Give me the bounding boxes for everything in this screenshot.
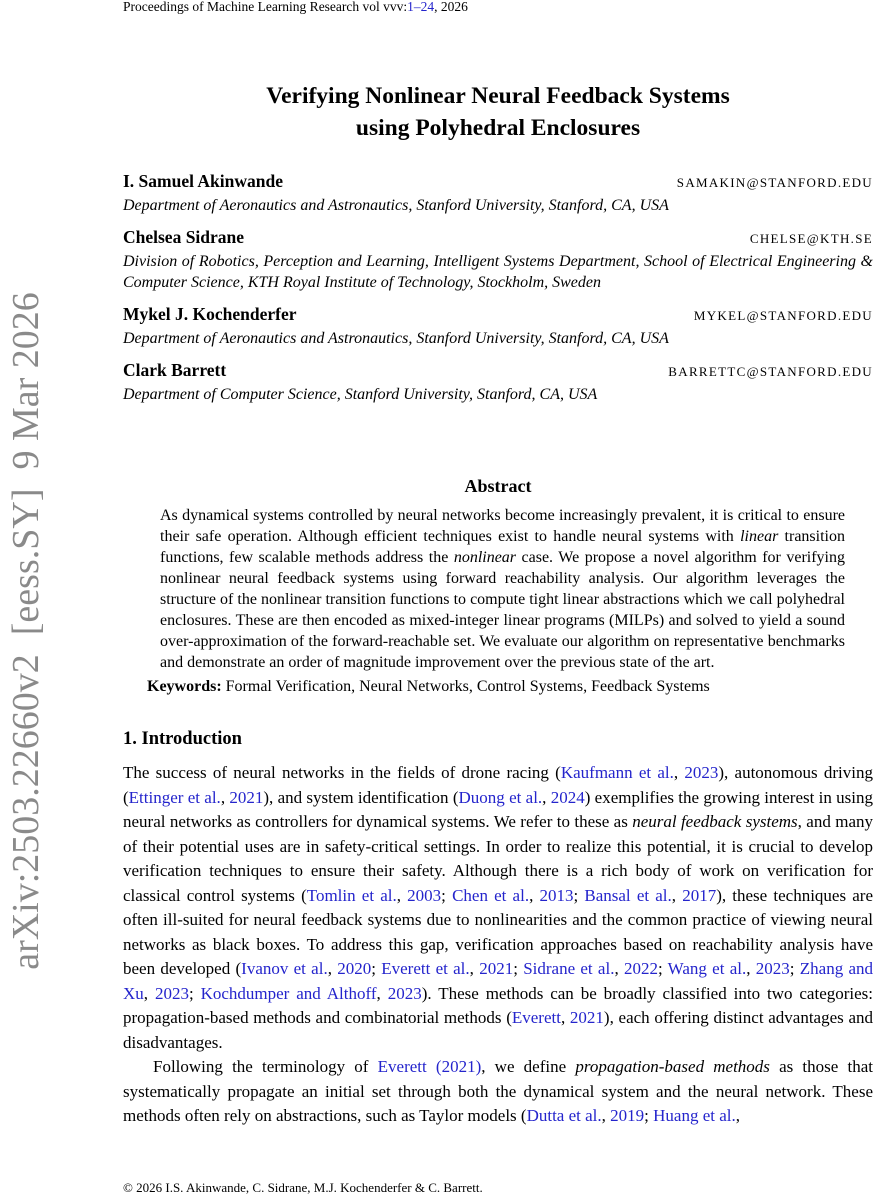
body-text: ,	[529, 885, 540, 905]
author-name: Clark Barrett	[123, 360, 227, 380]
author-affiliation: Department of Computer Science, Stanford University, Stanford, CA, USA	[123, 386, 598, 403]
citation-link[interactable]: Wang et al.	[667, 959, 747, 978]
body-text: , we define	[481, 1057, 576, 1076]
body-text: ,	[143, 983, 155, 1003]
citation-link[interactable]: 2021	[569, 1008, 604, 1027]
citation-link[interactable]: Kaufmann et al.	[560, 763, 674, 782]
abstract-heading: Abstract	[464, 476, 532, 496]
body-text: transition functions, few scalable methods address the	[160, 528, 845, 566]
author-affiliation: Department of Aeronautics and Astronautics, Stanford University, Stanford, CA, USA	[123, 330, 669, 347]
author-affiliation: Division of Robotics, Perception and Learning, Intelligent Systems Department, School of Electrical Engineering & Computer Science, KTH Royal Institute of Technology, Stockholm, Sweden	[123, 253, 873, 291]
body-text: ,	[396, 885, 408, 905]
running-header-suffix: , 2026	[434, 0, 468, 14]
author-email: SAMAKIN@STANFORD.EDU	[676, 175, 873, 190]
citation-link[interactable]: 2023	[684, 763, 719, 782]
citation-link[interactable]: 2021	[229, 787, 264, 807]
keywords-text: Formal Verification, Neural Networks, Control Systems, Feedback Systems	[221, 678, 710, 695]
emphasis-text: nonlinear	[453, 549, 517, 566]
body-text: The success of neural networks in the fields of drone racing (	[123, 763, 561, 782]
body-text: ). These methods can be broadly classified into two categories: propagation-based methods and combinatorial methods (	[123, 983, 874, 1027]
citation-link[interactable]: Chen et al.	[452, 885, 530, 905]
body-text: ,	[735, 1106, 740, 1125]
body-text: ,	[560, 1008, 570, 1027]
body-text: ;	[573, 885, 585, 905]
body-text: , and many of their potential uses are in safety-critical settings. In order to realize this potential, it is crucial to develop verification techniques to ensure their safety. Although there is a rich body of work on verification for classical control systems (	[123, 812, 873, 905]
author-name: Mykel J. Kochenderfer	[123, 304, 297, 324]
body-text: ), autonomous driving (	[123, 763, 873, 807]
body-text: ), these techniques are often ill-suited for neural feedback systems due to nonlinearities and the common practice of viewing neural networks as black boxes. To address this gap, verification approaches based on reachability analysis have been developed (	[123, 885, 873, 978]
paper-content	[123, 0, 873, 1129]
emphasis-text: linear	[740, 528, 779, 545]
intro-paragraph-2	[123, 1055, 873, 1129]
body-text: ), each offering distinct advantages and disadvantages.	[123, 1008, 873, 1052]
citation-link[interactable]: Tomlin et al.	[306, 885, 397, 905]
citation-link[interactable]: Kochdumper and Althoff	[200, 983, 377, 1003]
author-row	[123, 359, 873, 383]
citation-link[interactable]: 2019	[610, 1106, 645, 1125]
paper-title-line-2: using Polyhedral Enclosures	[355, 115, 641, 141]
body-text: ,	[671, 885, 683, 905]
citation-link[interactable]: Duong et al.	[458, 787, 543, 807]
intro-paragraph-1	[123, 761, 873, 1055]
body-text: As dynamical systems controlled by neural networks become increasingly prevalent, it is critical to ensure their safe operation. Although efficient techniques exist to handle neural systems with	[160, 507, 845, 545]
citation-link[interactable]: Dutta et al.	[526, 1106, 602, 1125]
citation-link[interactable]: (2021)	[435, 1057, 482, 1076]
author-list	[123, 170, 873, 405]
body-text: ;	[789, 959, 800, 978]
citation-link[interactable]: 2023	[387, 983, 422, 1003]
body-text: ,	[673, 763, 685, 782]
author-email: MYKEL@STANFORD.EDU	[693, 308, 873, 323]
section-heading-introduction: 1. Introduction	[123, 729, 242, 749]
running-header-prefix: Proceedings of Machine Learning Research vol vvv:	[123, 0, 408, 14]
citation-link[interactable]: Zhang and Xu	[123, 959, 874, 1003]
citation-link[interactable]: Everett et al.	[381, 959, 470, 978]
body-text: ;	[441, 885, 453, 905]
author-affiliation: Department of Aeronautics and Astronautics, Stanford University, Stanford, CA, USA	[123, 197, 669, 214]
emphasis-text: neural feedback systems	[632, 812, 798, 831]
citation-link[interactable]: 2021	[479, 959, 514, 978]
paper-title	[123, 80, 873, 144]
citation-link[interactable]: 2017	[682, 885, 717, 905]
body-text: ;	[188, 983, 201, 1003]
body-text: ,	[601, 1106, 611, 1125]
body-text: ,	[220, 787, 230, 807]
abstract-text	[160, 505, 845, 673]
author-block-kochenderfer	[123, 303, 873, 349]
author-row	[123, 226, 873, 250]
body-text: as those that systematically propagate an initial set through both the dynamical system and the neural network. These methods often rely on abstractions, such as Taylor models (	[123, 1057, 873, 1125]
author-block-barrett	[123, 359, 873, 405]
body-text: ) exemplifies the growing interest in using neural networks as controllers for dynamical systems. We refer to these as	[123, 787, 873, 831]
citation-link[interactable]: Huang et al.	[653, 1106, 736, 1125]
footer-copyright: © 2026 I.S. Akinwande, C. Sidrane, M.J. Kochenderfer & C. Barrett.	[123, 1180, 483, 1195]
body-text: ), and system identification (	[263, 787, 459, 807]
body-text: ,	[746, 959, 756, 978]
citation-link[interactable]: 2024	[550, 787, 585, 807]
citation-link[interactable]: Sidrane et al.	[523, 959, 615, 978]
author-email: BARRETTC@STANFORD.EDU	[668, 364, 873, 379]
body-text: Following the terminology of	[153, 1057, 378, 1076]
author-name: Chelsea Sidrane	[123, 227, 245, 247]
author-email: CHELSE@KTH.SE	[749, 231, 873, 246]
body-text: case. We propose a novel algorithm for verifying nonlinear neural feedback systems using forward reachability analysis. Our algorithm leverages the structure of the nonlinear transition functions to compute tight linear abstractions which we call polyhedral enclosures. These are then encoded as mixed-integer linear programs (MILPs) and solved to yield a sound over-approximation of the forward-reachable set. We evaluate our algorithm on representative benchmarks and demonstrate an order of magnitude improvement over the previous state of the art.	[160, 549, 846, 671]
citation-link[interactable]: Ettinger et al.	[128, 787, 221, 807]
paper-title-line-1: Verifying Nonlinear Neural Feedback Systems	[266, 83, 730, 109]
emphasis-text: propagation-based methods	[575, 1057, 770, 1076]
citation-link[interactable]: 2020	[337, 959, 372, 978]
body-text: ,	[614, 959, 624, 978]
citation-link[interactable]: 2003	[407, 885, 442, 905]
author-block-sidrane	[123, 226, 873, 293]
body-text: ;	[657, 959, 668, 978]
body-text: ,	[469, 959, 480, 978]
citation-link[interactable]: Everett	[511, 1008, 561, 1027]
citation-link[interactable]: Ivanov et al.	[241, 959, 328, 978]
citation-link[interactable]: 2023	[755, 959, 790, 978]
body-text	[427, 1057, 436, 1076]
body-text: ,	[376, 983, 388, 1003]
body-text: ;	[371, 959, 382, 978]
keywords-line	[147, 676, 845, 697]
author-block-akinwande	[123, 170, 873, 216]
author-name: I. Samuel Akinwande	[123, 171, 283, 191]
citation-link[interactable]: 2022	[623, 959, 658, 978]
body-text: ;	[513, 959, 524, 978]
keywords-label: Keywords:	[147, 678, 222, 695]
arxiv-watermark: arXiv:2503.22660v2 [eess.SY] 9 Mar 2026	[5, 292, 47, 970]
citation-link[interactable]: Bansal et al.	[584, 885, 672, 905]
citation-link[interactable]: Everett	[377, 1057, 427, 1076]
body-text: ;	[644, 1106, 654, 1125]
header-pages-link[interactable]: 1–24	[407, 0, 435, 14]
citation-link[interactable]: 2023	[154, 983, 189, 1003]
citation-link[interactable]: 2013	[539, 885, 574, 905]
body-text: ,	[542, 787, 551, 807]
author-row	[123, 303, 873, 327]
author-row	[123, 170, 873, 194]
body-text: ,	[327, 959, 338, 978]
